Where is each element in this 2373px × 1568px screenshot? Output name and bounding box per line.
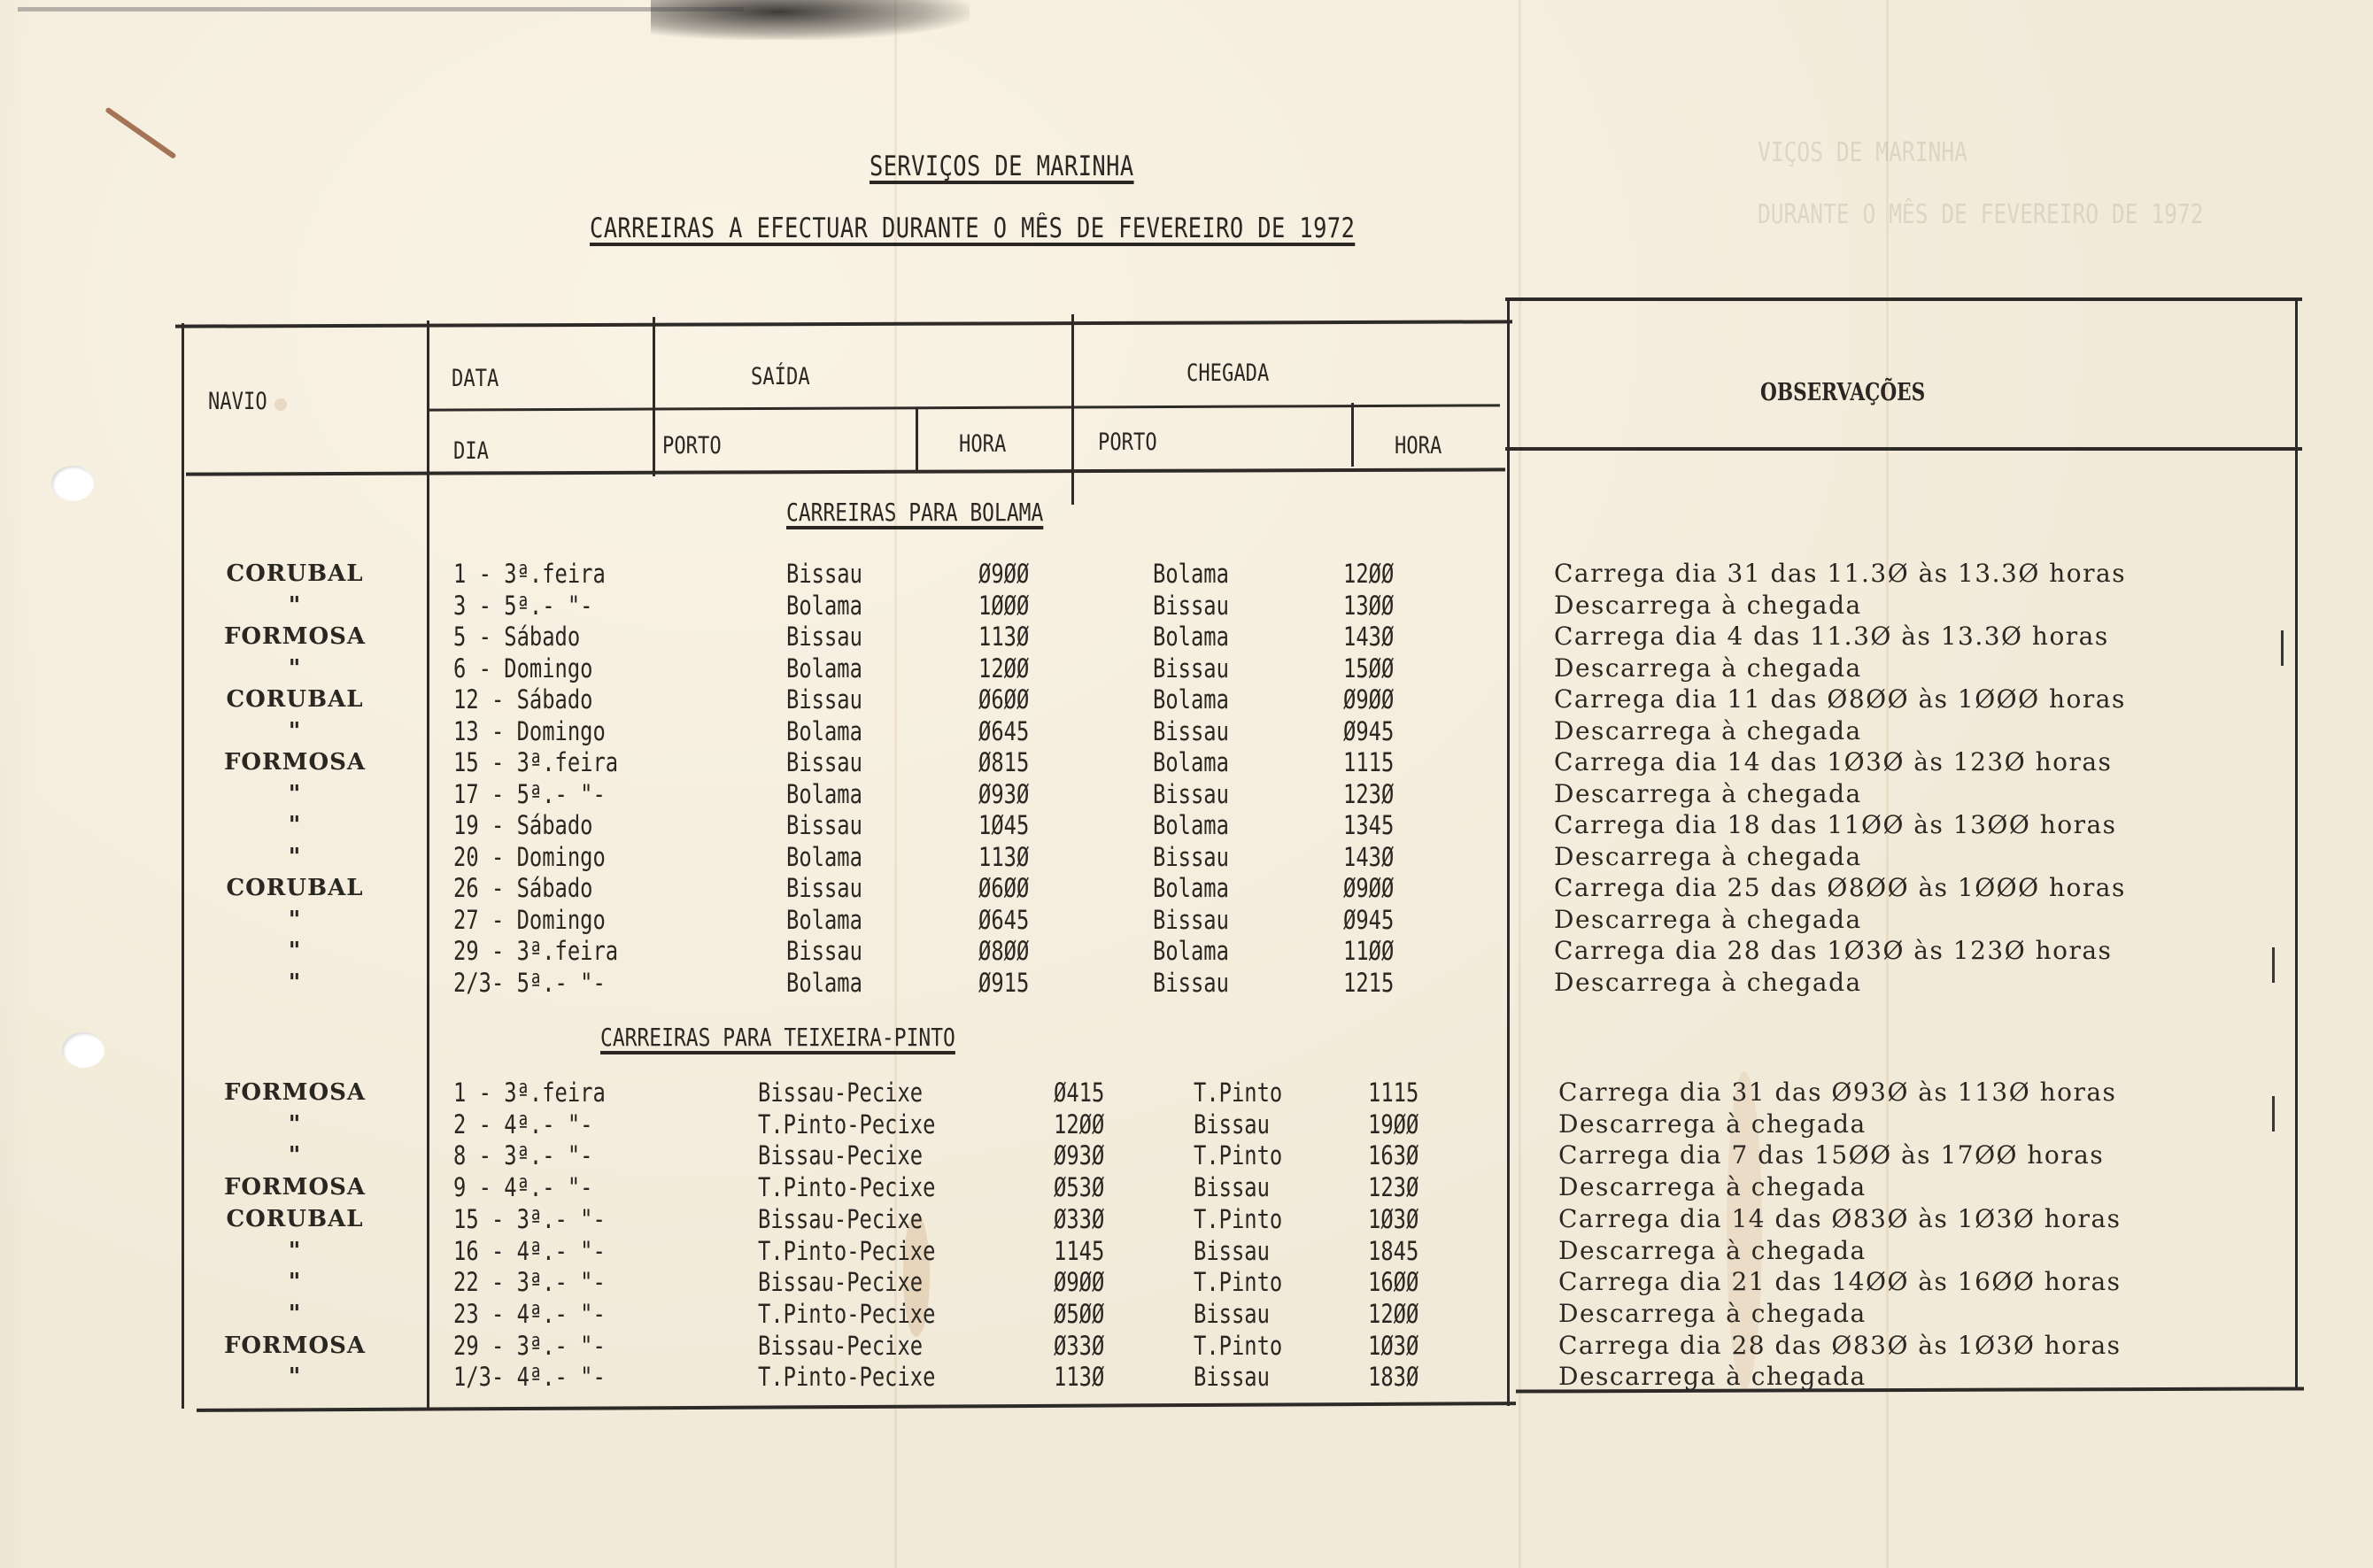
arrival-port: Bolama	[1153, 936, 1229, 966]
observation: Descarrega à chegada	[1558, 1109, 1867, 1139]
observation: Descarrega à chegada	[1558, 1172, 1867, 1201]
stain	[274, 398, 287, 411]
ink-blot	[651, 0, 970, 40]
date-day: 17 - 5ª.- "-	[453, 779, 606, 809]
arrival-time: 143Ø	[1343, 842, 1395, 872]
departure-port: Bissau	[786, 559, 862, 589]
header-data: DATA	[452, 365, 499, 392]
table-bottom-border	[197, 1402, 1516, 1412]
rust-mark	[104, 107, 176, 159]
departure-time: 1145	[1054, 1236, 1105, 1266]
ship-name: "	[288, 592, 302, 619]
ship-name: "	[288, 1363, 302, 1390]
departure-port: T.Pinto-Pecixe	[758, 1299, 936, 1329]
arrival-time: 1215	[1343, 968, 1395, 998]
date-day: 26 - Sábado	[453, 873, 593, 903]
arrival-port: Bissau	[1194, 1362, 1270, 1392]
observation: Descarrega à chegada	[1558, 1299, 1867, 1328]
arrival-time: 12ØØ	[1368, 1299, 1419, 1329]
date-day: 20 - Domingo	[453, 842, 606, 872]
arrival-time: 1Ø3Ø	[1368, 1204, 1419, 1234]
ship-name: "	[288, 938, 302, 964]
observation: Descarrega à chegada	[1554, 653, 1862, 683]
arrival-time: 1Ø3Ø	[1368, 1331, 1419, 1361]
arrival-port: Bissau	[1194, 1109, 1270, 1139]
arrival-time: 13ØØ	[1343, 591, 1395, 621]
observation: Carrega dia 21 das 14ØØ às 16ØØ horas	[1558, 1267, 2122, 1296]
ink-smudge	[18, 7, 744, 12]
date-day: 27 - Domingo	[453, 905, 606, 935]
departure-port: T.Pinto-Pecixe	[758, 1109, 936, 1139]
arrival-port: Bissau	[1153, 905, 1229, 935]
arrival-port: Bolama	[1153, 747, 1229, 777]
column-rule	[182, 323, 184, 1409]
arrival-time: 183Ø	[1368, 1362, 1419, 1392]
arrival-time: 143Ø	[1343, 622, 1395, 652]
arrival-port: Bissau	[1153, 779, 1229, 809]
arrival-time: Ø9ØØ	[1343, 873, 1395, 903]
observation: Descarrega à chegada	[1554, 591, 1862, 620]
date-day: 1 - 3ª.feira	[453, 559, 606, 589]
observation: Carrega dia 14 das Ø83Ø às 1Ø3Ø horas	[1558, 1204, 2122, 1233]
arrival-port: T.Pinto	[1194, 1078, 1283, 1108]
departure-time: Ø33Ø	[1054, 1331, 1105, 1361]
ship-name: CORUBAL	[226, 560, 364, 587]
departure-port: T.Pinto-Pecixe	[758, 1362, 936, 1392]
ship-name: FORMOSA	[223, 1174, 367, 1201]
ship-name: FORMOSA	[223, 623, 367, 650]
ship-name: "	[288, 655, 302, 682]
ship-name: "	[288, 1238, 302, 1264]
date-day: 6 - Domingo	[453, 653, 593, 684]
arrival-time: Ø945	[1343, 905, 1395, 935]
arrival-time: 1845	[1368, 1236, 1419, 1266]
departure-time: Ø9ØØ	[978, 559, 1030, 589]
column-rule	[1071, 314, 1074, 505]
arrival-port: Bissau	[1153, 653, 1229, 684]
ship-name: "	[288, 969, 302, 996]
departure-port: T.Pinto-Pecixe	[758, 1236, 936, 1266]
departure-time: Ø33Ø	[1054, 1204, 1105, 1234]
header-saida-porto: PORTO	[662, 432, 722, 460]
departure-port: Bissau	[786, 747, 862, 777]
observation: Carrega dia 4 das 11.3Ø às 13.3Ø horas	[1554, 622, 2109, 651]
observation: Descarrega à chegada	[1554, 716, 1862, 745]
header-chegada: CHEGADA	[1186, 359, 1270, 387]
departure-time: Ø915	[978, 968, 1030, 998]
departure-port: Bissau-Pecixe	[758, 1204, 924, 1234]
arrival-time: 1345	[1343, 810, 1395, 840]
departure-port: Bolama	[786, 591, 862, 621]
arrival-port: T.Pinto	[1194, 1331, 1283, 1361]
arrival-port: T.Pinto	[1194, 1140, 1283, 1170]
observation: Carrega dia 28 das Ø83Ø às 1Ø3Ø horas	[1558, 1331, 2122, 1360]
departure-time: Ø8ØØ	[978, 936, 1030, 966]
arrival-time: 1115	[1368, 1078, 1419, 1108]
observation: Carrega dia 18 das 11ØØ às 13ØØ horas	[1554, 810, 2117, 839]
observation: Carrega dia 25 das Ø8ØØ às 1ØØØ horas	[1554, 873, 2126, 902]
punch-hole	[51, 466, 94, 501]
observation: Carrega dia 11 das Ø8ØØ às 1ØØØ horas	[1554, 684, 2126, 714]
departure-port: Bissau	[786, 873, 862, 903]
arrival-time: 163Ø	[1368, 1140, 1419, 1170]
departure-port: Bissau	[786, 684, 862, 714]
observation: Descarrega à chegada	[1558, 1236, 1867, 1265]
arrival-time: 19ØØ	[1368, 1109, 1419, 1139]
departure-time: Ø645	[978, 905, 1030, 935]
departure-time: Ø645	[978, 716, 1030, 746]
departure-time: Ø415	[1054, 1078, 1105, 1108]
page-subtitle: CARREIRAS A EFECTUAR DURANTE O MÊS DE FEVEREIRO DE 1972	[590, 212, 1356, 244]
observation: Descarrega à chegada	[1554, 968, 1862, 997]
column-rule	[1507, 299, 1510, 1406]
departure-port: Bolama	[786, 842, 862, 872]
arrival-port: Bolama	[1153, 810, 1229, 840]
margin-mark	[2281, 630, 2284, 666]
ship-name: FORMOSA	[223, 749, 367, 776]
ship-name: FORMOSA	[223, 1079, 367, 1106]
arrival-port: T.Pinto	[1194, 1204, 1283, 1234]
arrival-time: 11ØØ	[1343, 936, 1395, 966]
departure-port: Bolama	[786, 968, 862, 998]
departure-port: Bolama	[786, 905, 862, 935]
departure-port: Bissau-Pecixe	[758, 1078, 924, 1108]
column-rule	[2295, 297, 2298, 1390]
departure-port: Bissau-Pecixe	[758, 1267, 924, 1297]
punch-hole	[62, 1032, 104, 1068]
header-observacoes: OBSERVAÇÕES	[1760, 379, 1926, 406]
arrival-time: Ø9ØØ	[1343, 684, 1395, 714]
observation: Descarrega à chegada	[1554, 842, 1862, 871]
departure-port: Bissau-Pecixe	[758, 1331, 924, 1361]
arrival-port: Bissau	[1153, 716, 1229, 746]
arrival-port: Bolama	[1153, 622, 1229, 652]
observation: Carrega dia 14 das 1Ø3Ø às 123Ø horas	[1554, 747, 2113, 776]
departure-time: Ø53Ø	[1054, 1172, 1105, 1202]
observation: Carrega dia 7 das 15ØØ às 17ØØ horas	[1558, 1140, 2105, 1170]
column-rule	[916, 407, 918, 471]
section-title-bolama: CARREIRAS PARA BOLAMA	[786, 498, 1044, 527]
date-day: 12 - Sábado	[453, 684, 593, 714]
arrival-port: Bissau	[1194, 1236, 1270, 1266]
section-title-teixeira-pinto: CARREIRAS PARA TEIXEIRA-PINTO	[600, 1023, 955, 1052]
departure-time: Ø93Ø	[1054, 1140, 1105, 1170]
arrival-port: T.Pinto	[1194, 1267, 1283, 1297]
arrival-port: Bissau	[1194, 1172, 1270, 1202]
observation: Descarrega à chegada	[1554, 779, 1862, 808]
arrival-port: Bolama	[1153, 559, 1229, 589]
ship-name: "	[288, 1269, 302, 1295]
ship-name: "	[288, 1142, 302, 1169]
header-subrow-rule	[429, 404, 1500, 411]
ship-name: "	[288, 812, 302, 838]
ship-name: "	[288, 1111, 302, 1138]
date-day: 8 - 3ª.- "-	[453, 1140, 593, 1170]
arrival-time: 123Ø	[1343, 779, 1395, 809]
date-day: 9 - 4ª.- "-	[453, 1172, 593, 1202]
paper-fold	[1519, 0, 1521, 1568]
header-saida-hora: HORA	[959, 430, 1007, 458]
date-day: 15 - 3ª.feira	[453, 747, 619, 777]
departure-time: Ø815	[978, 747, 1030, 777]
observation: Descarrega à chegada	[1558, 1362, 1867, 1391]
date-day: 1 - 3ª.feira	[453, 1078, 606, 1108]
bleed-through-text: VIÇOS DE MARINHA	[1758, 137, 1967, 168]
departure-time: 113Ø	[1054, 1362, 1105, 1392]
date-day: 29 - 3ª.feira	[453, 936, 619, 966]
header-chegada-hora: HORA	[1395, 432, 1442, 460]
margin-mark	[2272, 1096, 2275, 1132]
arrival-port: Bissau	[1153, 968, 1229, 998]
table-top-border	[175, 320, 1512, 328]
departure-port: Bolama	[786, 779, 862, 809]
observation: Carrega dia 31 das 11.3Ø às 13.3Ø horas	[1554, 559, 2127, 588]
column-rule	[427, 321, 429, 1408]
ship-name: CORUBAL	[226, 1206, 364, 1232]
header-chegada-porto: PORTO	[1098, 429, 1157, 456]
header-saida: SAÍDA	[751, 363, 810, 390]
departure-time: Ø93Ø	[978, 779, 1030, 809]
departure-time: Ø9ØØ	[1054, 1267, 1105, 1297]
departure-time: Ø6ØØ	[978, 684, 1030, 714]
page-title: SERVIÇOS DE MARINHA	[870, 151, 1134, 182]
arrival-port: Bissau	[1153, 842, 1229, 872]
column-rule	[653, 317, 655, 476]
date-day: 2/3- 5ª.- "-	[453, 968, 606, 998]
date-day: 23 - 4ª.- "-	[453, 1299, 606, 1329]
header-bottom-rule	[1505, 447, 2302, 451]
arrival-port: Bissau	[1194, 1299, 1270, 1329]
ship-name: "	[288, 718, 302, 745]
departure-time: Ø6ØØ	[978, 873, 1030, 903]
ship-name: "	[288, 907, 302, 933]
arrival-time: 16ØØ	[1368, 1267, 1419, 1297]
bleed-through-text: DURANTE O MÊS DE FEVEREIRO DE 1972	[1758, 199, 2204, 230]
departure-time: 113Ø	[978, 842, 1030, 872]
arrival-time: Ø945	[1343, 716, 1395, 746]
table-top-border	[1505, 297, 2302, 301]
departure-time: 12ØØ	[978, 653, 1030, 684]
date-day: 29 - 3ª.- "-	[453, 1331, 606, 1361]
arrival-port: Bissau	[1153, 591, 1229, 621]
departure-time: Ø5ØØ	[1054, 1299, 1105, 1329]
date-day: 19 - Sábado	[453, 810, 593, 840]
departure-port: T.Pinto-Pecixe	[758, 1172, 936, 1202]
arrival-port: Bolama	[1153, 684, 1229, 714]
arrival-time: 1115	[1343, 747, 1395, 777]
header-dia: DIA	[453, 437, 490, 465]
departure-port: Bolama	[786, 653, 862, 684]
header-navio: NAVIO	[208, 388, 267, 415]
departure-port: Bissau	[786, 810, 862, 840]
departure-port: Bissau-Pecixe	[758, 1140, 924, 1170]
arrival-time: 15ØØ	[1343, 653, 1395, 684]
arrival-time: 123Ø	[1368, 1172, 1419, 1202]
arrival-time: 12ØØ	[1343, 559, 1395, 589]
date-day: 5 - Sábado	[453, 622, 581, 652]
ship-name: "	[288, 844, 302, 870]
ship-name: CORUBAL	[226, 686, 364, 713]
date-day: 2 - 4ª.- "-	[453, 1109, 593, 1139]
departure-time: 113Ø	[978, 622, 1030, 652]
column-rule	[1351, 403, 1354, 467]
date-day: 1/3- 4ª.- "-	[453, 1362, 606, 1392]
date-day: 22 - 3ª.- "-	[453, 1267, 606, 1297]
departure-time: 1ØØØ	[978, 591, 1030, 621]
margin-mark	[2272, 947, 2275, 983]
ship-name: "	[288, 1301, 302, 1327]
observation: Carrega dia 28 das 1Ø3Ø às 123Ø horas	[1554, 936, 2113, 965]
departure-time: 1Ø45	[978, 810, 1030, 840]
date-day: 3 - 5ª.- "-	[453, 591, 593, 621]
date-day: 16 - 4ª.- "-	[453, 1236, 606, 1266]
departure-port: Bissau	[786, 936, 862, 966]
ship-name: "	[288, 781, 302, 807]
arrival-port: Bolama	[1153, 873, 1229, 903]
ship-name: FORMOSA	[223, 1332, 367, 1359]
departure-port: Bissau	[786, 622, 862, 652]
ship-name: CORUBAL	[226, 875, 364, 901]
date-day: 15 - 3ª.- "-	[453, 1204, 606, 1234]
observation: Carrega dia 31 das Ø93Ø às 113Ø horas	[1558, 1078, 2117, 1107]
observation: Descarrega à chegada	[1554, 905, 1862, 934]
date-day: 13 - Domingo	[453, 716, 606, 746]
departure-port: Bolama	[786, 716, 862, 746]
header-bottom-rule	[186, 467, 1505, 475]
departure-time: 12ØØ	[1054, 1109, 1105, 1139]
